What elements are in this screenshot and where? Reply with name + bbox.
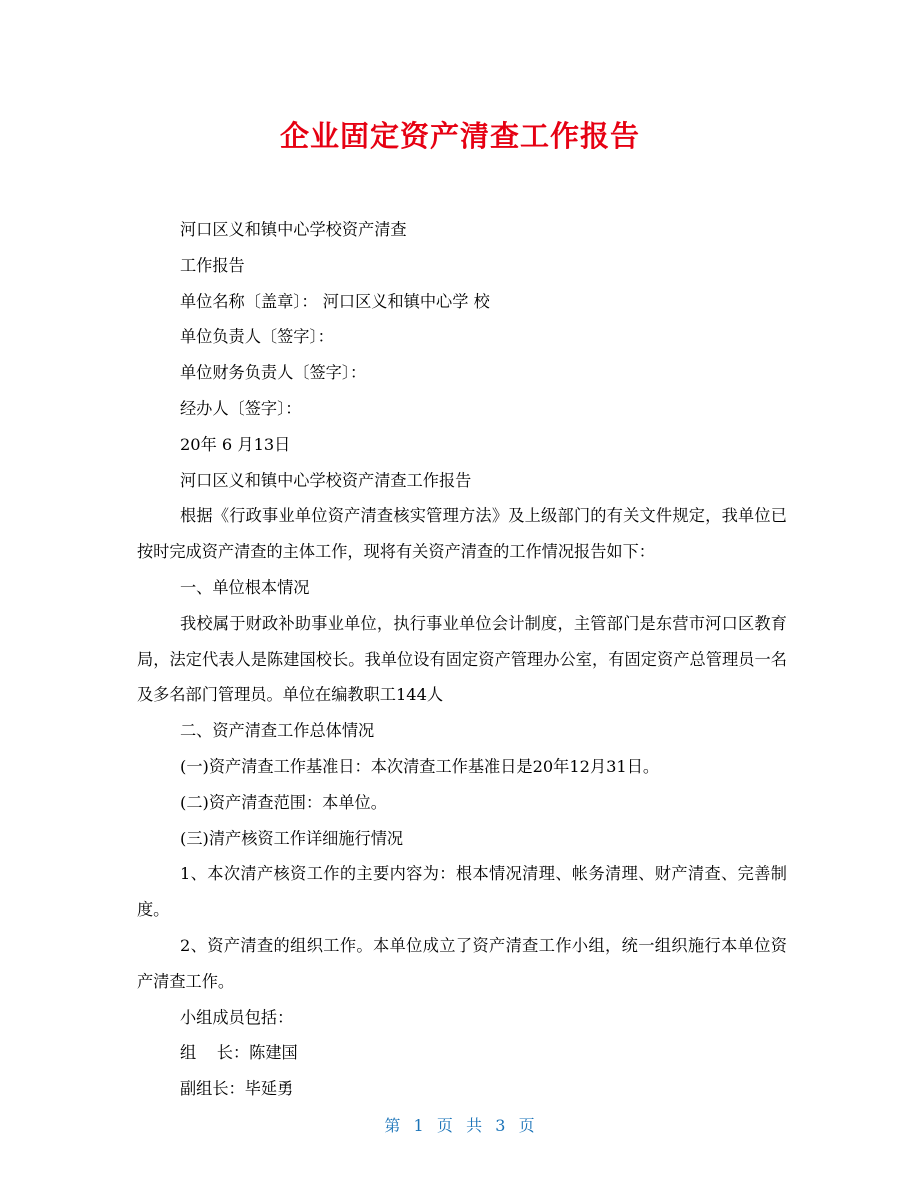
handler-signature-line: 经办人〔签字〕：	[180, 398, 302, 418]
section-2-heading: 二、资产清查工作总体情况	[180, 721, 375, 741]
unit-head-signature-line: 单位负责人〔签字〕：	[180, 327, 334, 347]
document-title: 企业固定资产清查工作报告	[279, 119, 640, 153]
members-heading: 小组成员包括：	[180, 1007, 294, 1027]
deputy-leader-line: 副组长：毕延勇	[180, 1079, 294, 1099]
organization-paragraph: 2、资产清查的组织工作。本单位成立了资产清查工作小组，统一组织施行本单位资产清查工作。	[137, 935, 787, 991]
date-line: 20年 6 月13日	[180, 434, 291, 454]
section-1-heading: 一、单位根本情况	[180, 577, 310, 597]
scope-item: (二)资产清查范围：本单位。	[180, 792, 387, 812]
report-heading-line: 河口区义和镇中心学校资产清查工作报告	[180, 470, 472, 490]
implementation-item: (三)清产核资工作详细施行情况	[180, 828, 404, 848]
finance-head-signature-line: 单位财务负责人〔签字〕：	[180, 363, 367, 383]
report-label-line: 工作报告	[180, 255, 245, 275]
leader-line: 组 长：陈建国	[180, 1043, 298, 1063]
page-number-footer: 第 1 页 共 3 页	[384, 1116, 536, 1135]
unit-seal-line: 单位名称〔盖章〕： 河口区义和镇中心学 校	[180, 291, 490, 311]
content-paragraph: 1、本次清产核资工作的主要内容为：根本情况清理、帐务清理、财产清查、完善制度。	[137, 864, 787, 920]
baseline-date-item: (一)资产清查工作基准日：本次清查工作基准日是20年12月31日。	[180, 756, 660, 776]
document-body	[137, 212, 787, 1107]
section-1-paragraph: 我校属于财政补助事业单位，执行事业单位会计制度，主管部门是东营市河口区教育局，法定代表人是陈建国校长。我单位设有固定资产管理办公室，有固定资产总管理员一名及多名部门管理员。单位在编教职工144人	[137, 613, 787, 705]
intro-paragraph: 根据《行政事业单位资产清查核实管理方法》及上级部门的有关文件规定，我单位已按时完成资产清查的主体工作，现将有关资产清查的工作情况报告如下：	[137, 506, 787, 562]
unit-name-line: 河口区义和镇中心学校资产清查	[180, 220, 407, 239]
